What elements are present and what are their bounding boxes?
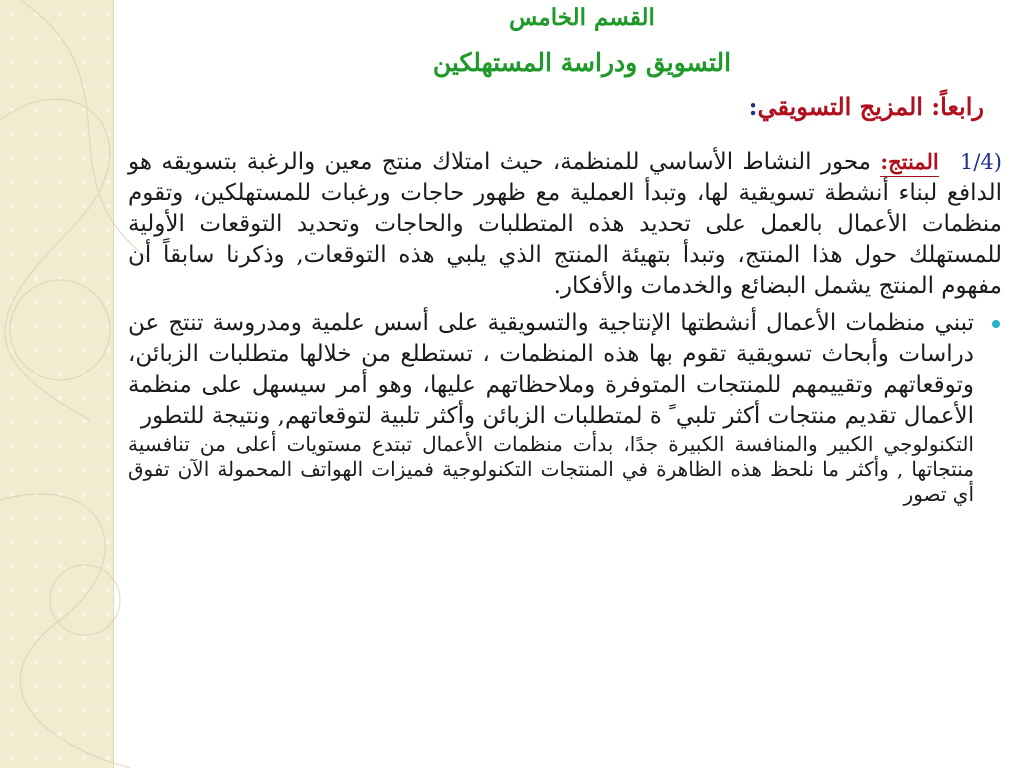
bullet-item	[128, 308, 1002, 507]
section-heading	[749, 92, 984, 121]
product-label: المنتج:	[880, 149, 938, 177]
product-paragraph-text: محور النشاط الأساسي للمنظمة، حيث امتلاك منتج معين والرغبة بتسويقه هو الدافع لبناء أنشطة تسويقية لها، وتبدأ العملية مع ظهور حاجات ورغبات للمستهلكين، وتقوم منظمات الأعمال بالعمل على تحديد هذه المتطلبات والحاجات وتحديد التوقعات الأولية للمستهلك حول هذا المنتج، وتبدأ بتهيئة المنتج الذي يلبي هذه التوقعات, وذكرنا سابقاً أن مفهوم المنتج يشمل البضائع والخدمات والأفكار.	[128, 149, 1002, 299]
item-number: (1/4	[960, 150, 1002, 174]
section-heading-colon: :	[748, 92, 758, 121]
product-paragraph	[128, 146, 1002, 302]
slide-title: القسم الخامس	[509, 4, 655, 31]
slide-body	[128, 146, 1002, 507]
section-heading-text: رابعاً: المزيج التسويقي	[757, 92, 984, 121]
bullet-text-small: التكنولوجي الكبير والمنافسة الكبيرة جدًا، بدأت منظمات الأعمال تبتدع مستويات أعلى من تنافسية منتجاتها , وأكثر ما نلحظ هذه الظاهرة في المنتجات التكنولوجية فميزات الهواتف المحمولة الآن تفوق أي تصور	[128, 432, 974, 506]
bullet-text-large: تبني منظمات الأعمال أنشطتها الإنتاجية والتسويقية على أسس علمية ومدروسة تنتج عن دراسات وأبحاث تسويقية تقوم بها هذه المنظمات ، تستطلع من خلالها متطلبات الزبائن، وتوقعاتهم وتقييمهم للمنتجات المتوفرة وملاحظاتهم عليها، وهو أمر سيسهل على منظمة الأعمال تقديم منتجات أكثر تلبي ً ة لمتطلبات الزبائن وأكثر تلبية لتوقعاتهم, ونتيجة للتطور	[128, 310, 974, 429]
bullet-icon	[992, 320, 1000, 328]
slide-subtitle: التسويق ودراسة المستهلكين	[432, 48, 732, 77]
